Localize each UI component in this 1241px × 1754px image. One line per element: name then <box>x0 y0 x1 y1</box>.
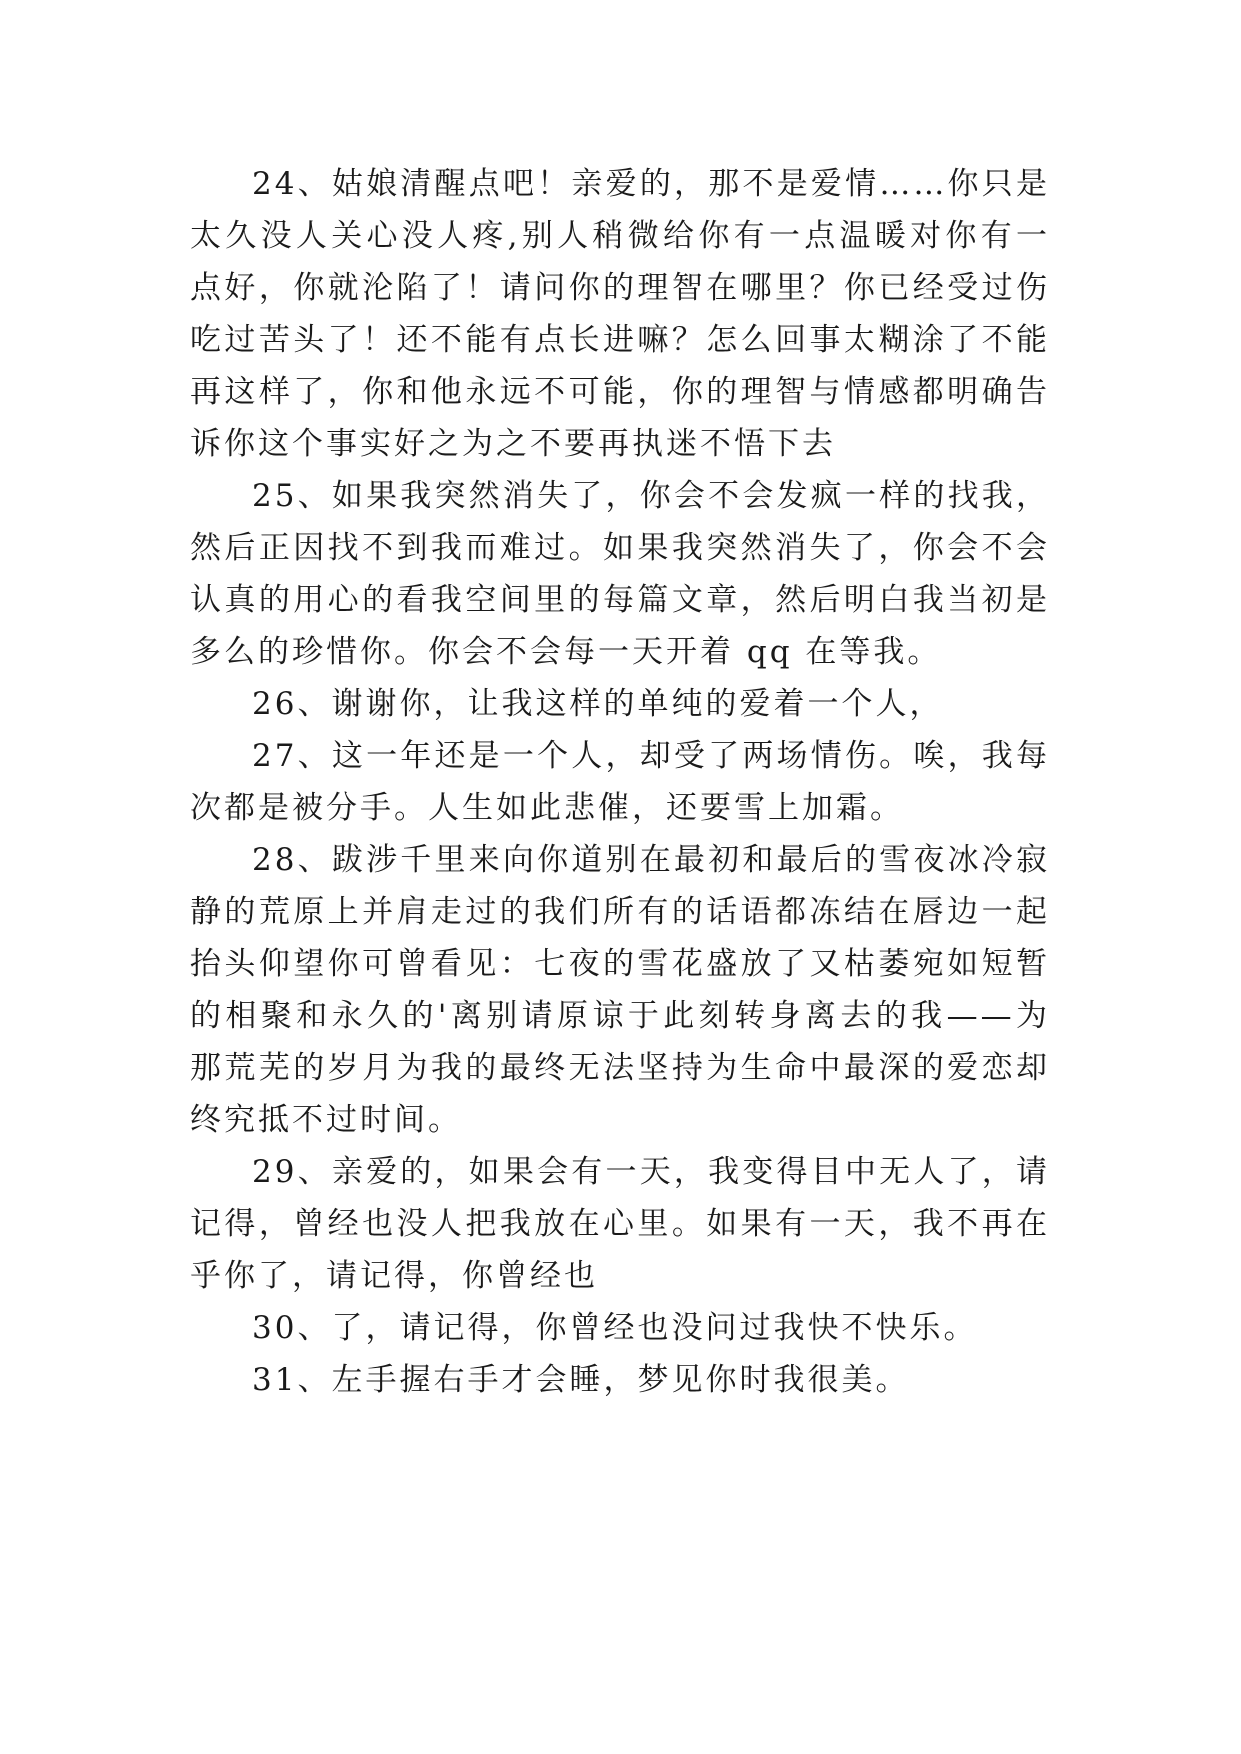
paragraph-24: 24、姑娘清醒点吧！亲爱的，那不是爱情……你只是太久没人关心没人疼,别人稍微给你有一点温暖对你有一点好，你就沦陷了！请问你的理智在哪里？你已经受过伤吃过苦头了！还不能有点长进嘛？怎么回事太糊涂了不能再这样了，你和他永远不可能，你的理智与情感都明确告诉你这个事实好之为之不要再执迷不悟下去 <box>190 166 1050 462</box>
paragraph-25: 25、如果我突然消失了，你会不会发疯一样的找我，然后正因找不到我而难过。如果我突然消失了，你会不会认真的用心的看我空间里的每篇文章，然后明白我当初是多么的珍惜你。你会不会每一天开着 qq 在等我。 <box>190 478 1050 670</box>
document-body <box>190 158 1050 1406</box>
paragraph-30: 30、了，请记得，你曾经也没问过我快不快乐。 <box>252 1310 978 1346</box>
paragraph-27: 27、这一年还是一个人，却受了两场情伤。唉，我每次都是被分手。人生如此悲催，还要雪上加霜。 <box>190 738 1050 826</box>
paragraph-31: 31、左手握右手才会睡，梦见你时我很美。 <box>252 1362 910 1398</box>
paragraph-26: 26、谢谢你，让我这样的单纯的爱着一个人， <box>252 686 944 722</box>
paragraph-29: 29、亲爱的，如果会有一天，我变得目中无人了，请记得，曾经也没人把我放在心里。如果有一天，我不再在乎你了，请记得，你曾经也 <box>190 1154 1050 1294</box>
paragraph-28: 28、跋涉千里来向你道别在最初和最后的雪夜冰冷寂静的荒原上并肩走过的我们所有的话语都冻结在唇边一起抬头仰望你可曾看见：七夜的雪花盛放了又枯萎宛如短暂的相聚和永久的'离别请原谅于此刻转身离去的我——为那荒芜的岁月为我的最终无法坚持为生命中最深的爱恋却终究抵不过时间。 <box>190 842 1050 1138</box>
